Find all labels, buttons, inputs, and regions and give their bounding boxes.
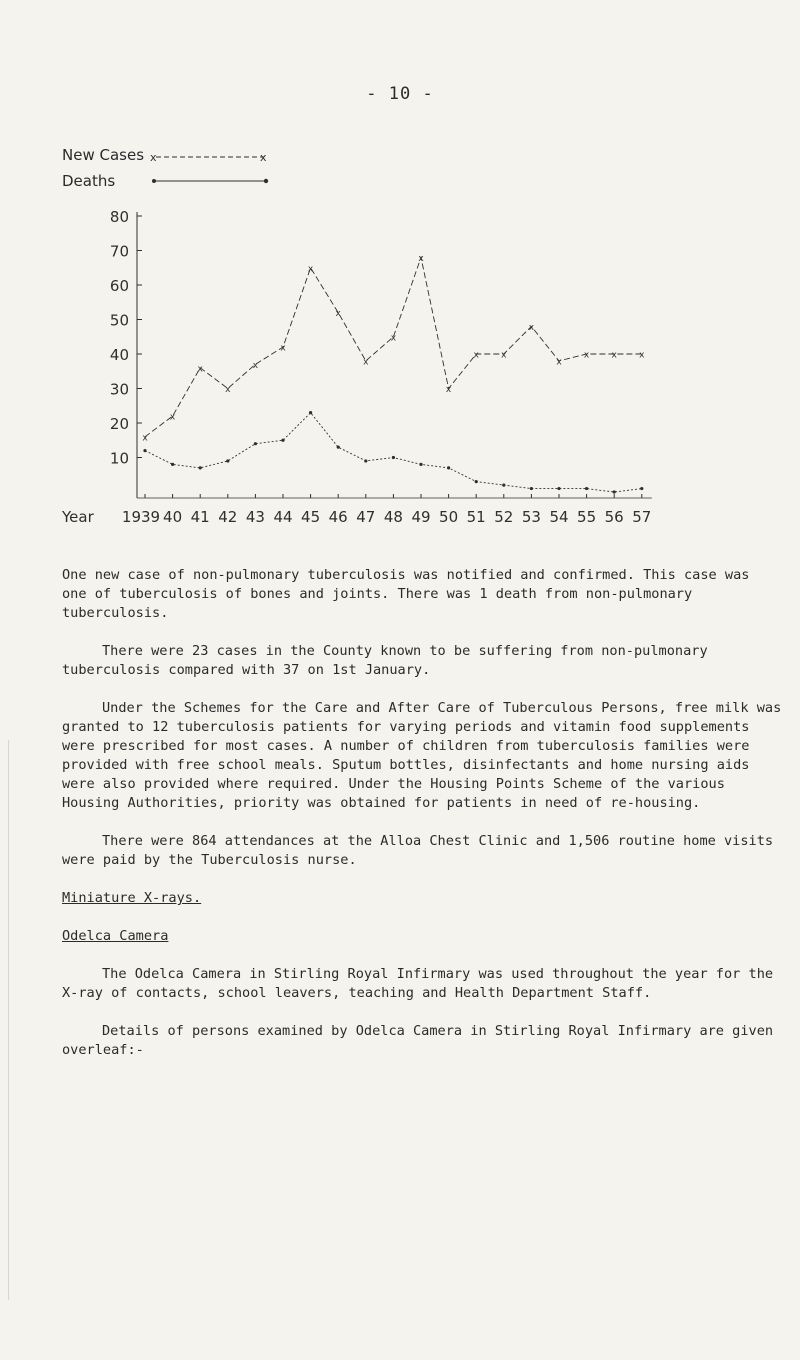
series-line-deaths [145, 413, 642, 492]
svg-text:x: x [260, 151, 267, 162]
x-tick-label: 56 [604, 508, 624, 526]
legend-deaths-label: Deaths [62, 172, 116, 190]
data-point-deaths [447, 466, 450, 469]
legend-new-cases-label: New Cases [62, 146, 145, 164]
legend-deaths [62, 168, 270, 194]
legend-new-cases-swatch [150, 148, 270, 162]
y-tick-label: 30 [109, 380, 129, 399]
x-tick-label: 40 [163, 508, 183, 526]
data-point-new-cases: x [639, 350, 645, 361]
y-tick-label: 50 [109, 311, 129, 330]
legend-deaths-swatch [150, 174, 270, 188]
x-tick-label: 1939 [121, 508, 161, 526]
data-point-new-cases: x [225, 385, 231, 395]
data-point-new-cases: x [473, 350, 479, 361]
paragraph-5: The Odelca Camera in Stirling Royal Infirmary was used throughout the year for the X-ray of contacts, school leavers, teaching and Health Department Staff. [62, 966, 774, 1001]
page-number: - 10 - [366, 84, 434, 104]
data-point-new-cases: x [169, 412, 176, 423]
y-tick-label: 20 [109, 415, 129, 433]
data-point-new-cases: x [501, 350, 507, 361]
data-point-deaths [613, 490, 616, 493]
paragraph-1: One new case of non-pulmonary tuberculosis was notified and confirmed. This case was one of tuberculosis of bones and joints. There was 1 death from non-pulmonary tuberculosis. [62, 567, 750, 621]
x-tick-label: 55 [577, 508, 597, 526]
data-point-deaths [254, 442, 257, 445]
data-point-new-cases: x [197, 364, 203, 375]
data-point-new-cases: x [335, 309, 341, 320]
data-point-new-cases: x [307, 264, 314, 275]
chart-legend [62, 142, 270, 194]
data-point-deaths [309, 411, 312, 414]
x-tick-label: 57 [632, 508, 652, 526]
paragraph-3: Under the Schemes for the Care and After Care of Tuberculous Persons, free milk was granted to 12 tuberculosis patients for varying periods and vitamin food supplements were prescribed for most cases. A number of children from tuberculosis families were provided with free school meals. Sputum bottles, disinfectants and home nursing aids were also provided where required. Under the Housing Points Scheme of the various Housing Authorities, priority was obtained for patients in need of re-housing. [62, 700, 782, 811]
data-point-new-cases: x [528, 322, 535, 333]
data-point-deaths [281, 439, 284, 442]
data-point-deaths [337, 446, 340, 449]
section-subheading: Odelca Camera [62, 928, 169, 944]
y-tick-label: 80 [109, 208, 129, 226]
data-point-deaths [364, 459, 367, 462]
paragraph-6: Details of persons examined by Odelca Camera in Stirling Royal Infirmary are given overleaf:- [62, 1023, 774, 1058]
data-point-new-cases: x [280, 343, 286, 354]
x-tick-label: 51 [466, 508, 486, 526]
y-tick-label: 60 [109, 277, 129, 295]
tuberculosis-chart [0, 198, 800, 538]
x-tick-label: 53 [521, 508, 541, 526]
section-heading: Miniature X-rays. [62, 890, 202, 906]
data-point-deaths [475, 480, 478, 483]
paragraph-2: There were 23 cases in the County known to be suffering from non-pulmonary tuberculosis compared with 37 on 1st January. [62, 643, 708, 678]
data-point-deaths [502, 484, 505, 487]
data-point-deaths [530, 487, 533, 490]
x-tick-label: 41 [190, 508, 210, 526]
data-point-new-cases: x [142, 433, 148, 444]
data-point-deaths [557, 487, 560, 490]
data-point-deaths [143, 449, 146, 452]
page-crease [8, 740, 9, 1300]
data-point-new-cases: x [611, 350, 617, 361]
data-point-deaths [585, 487, 588, 490]
data-point-new-cases: x [445, 385, 452, 395]
svg-text:x: x [150, 151, 157, 162]
x-tick-label: 45 [301, 508, 321, 526]
paragraph-4: There were 864 attendances at the Alloa Chest Clinic and 1,506 routine home visits were paid by the Tuberculosis nurse. [62, 833, 774, 868]
x-tick-label: 47 [356, 508, 376, 526]
x-axis-title: Year [62, 508, 94, 526]
legend-new-cases [62, 142, 270, 168]
data-point-new-cases: x [363, 357, 369, 368]
data-point-deaths [199, 466, 202, 469]
data-point-deaths [640, 487, 643, 490]
data-point-deaths [226, 459, 229, 462]
x-tick-label: 54 [549, 508, 569, 526]
x-tick-label: 43 [245, 508, 265, 526]
y-tick-label: 10 [109, 449, 129, 468]
series-line-new-cases [145, 257, 642, 436]
x-tick-label: 44 [273, 508, 293, 526]
x-tick-label: 50 [439, 508, 459, 526]
data-point-new-cases: x [390, 333, 397, 344]
y-tick-label: 70 [109, 242, 129, 261]
x-tick-label: 49 [411, 508, 431, 526]
data-point-deaths [171, 463, 174, 466]
x-tick-label: 52 [494, 508, 514, 526]
data-point-deaths [419, 463, 422, 466]
data-point-deaths [392, 456, 395, 459]
x-tick-label: 48 [383, 508, 403, 526]
data-point-new-cases: x [418, 253, 424, 264]
x-tick-label: 42 [218, 508, 238, 526]
x-tick-label: 46 [328, 508, 348, 526]
data-point-new-cases: x [252, 360, 259, 371]
data-point-new-cases: x [583, 350, 590, 361]
data-point-new-cases: x [556, 357, 562, 368]
body-text [62, 566, 782, 1079]
y-tick-label: 40 [109, 346, 129, 364]
